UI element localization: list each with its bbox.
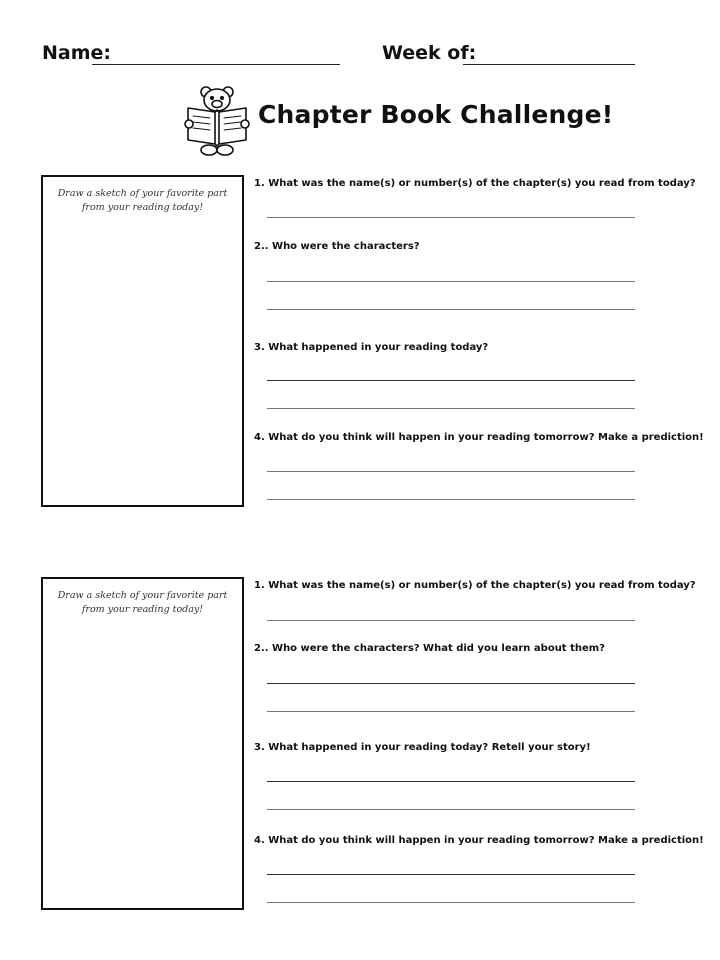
question-2: 2.. Who were the characters? What did you learn about them? (254, 643, 605, 654)
question-4: 4. What do you think will happen in your reading tomorrow? Make a prediction! (254, 432, 704, 443)
name-label: Name: (42, 42, 112, 64)
answer-line[interactable] (267, 620, 635, 621)
question-1: 1. What was the name(s) or number(s) of the chapter(s) you read from today? (254, 178, 696, 189)
page-title: Chapter Book Challenge! (258, 100, 614, 129)
sketch-box[interactable] (41, 577, 244, 910)
name-field[interactable] (92, 64, 340, 65)
answer-line[interactable] (267, 281, 635, 282)
week-field[interactable] (463, 64, 635, 65)
answer-line[interactable] (267, 499, 635, 500)
answer-line[interactable] (267, 902, 635, 903)
answer-line[interactable] (267, 874, 635, 875)
question-1: 1. What was the name(s) or number(s) of the chapter(s) you read from today? (254, 580, 696, 591)
sketch-prompt: Draw a sketch of your favorite part from your reading today! (57, 590, 228, 615)
answer-line[interactable] (267, 711, 635, 712)
question-3: 3. What happened in your reading today? Retell your story! (254, 742, 591, 753)
week-label: Week of: (382, 42, 477, 64)
answer-line[interactable] (267, 408, 635, 409)
answer-line[interactable] (267, 380, 635, 381)
bear-reading-book-icon (184, 82, 250, 158)
answer-line[interactable] (267, 781, 635, 782)
answer-line[interactable] (267, 309, 635, 310)
answer-line[interactable] (267, 217, 635, 218)
question-3: 3. What happened in your reading today? (254, 342, 489, 353)
question-2: 2.. Who were the characters? (254, 241, 420, 252)
answer-line[interactable] (267, 809, 635, 810)
answer-line[interactable] (267, 683, 635, 684)
sketch-prompt: Draw a sketch of your favorite part from your reading today! (57, 188, 228, 213)
answer-line[interactable] (267, 471, 635, 472)
question-4: 4. What do you think will happen in your reading tomorrow? Make a prediction! (254, 835, 704, 846)
sketch-box[interactable] (41, 175, 244, 507)
